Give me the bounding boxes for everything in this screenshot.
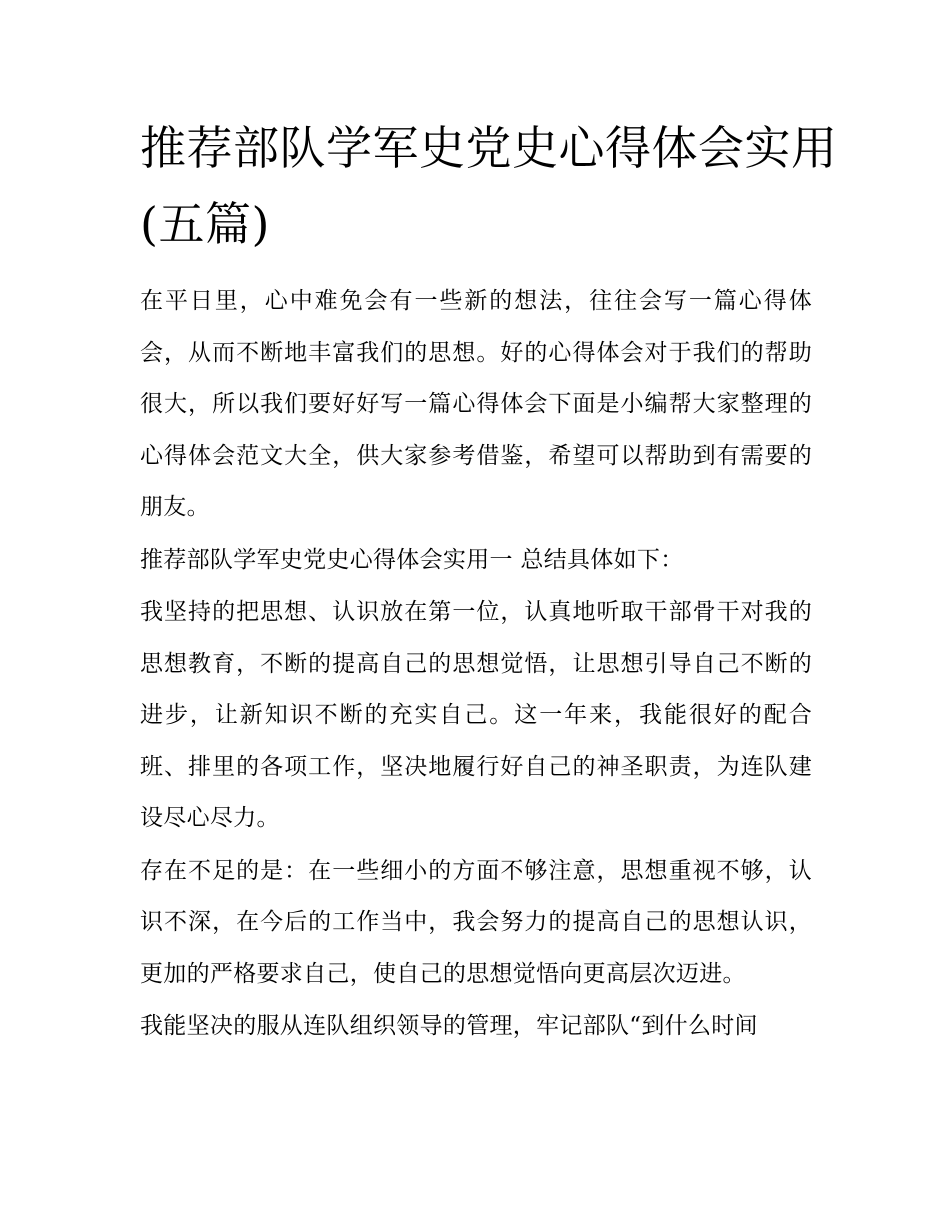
document-body	[140, 276, 812, 1054]
paragraph-intro: 在平日里，心中难免会有一些新的想法，往往会写一篇心得体会，从而不断地丰富我们的思想。好的心得体会对于我们的帮助很大，所以我们要好好写一篇心得体会下面是小编帮大家整理的心得体会范文大全，供大家参考借鉴，希望可以帮助到有需要的朋友。	[140, 288, 812, 520]
paragraph-thought: 我坚持的把思想、认识放在第一位，认真地听取干部骨干对我的思想教育，不断的提高自己的思想觉悟，让思想引导自己不断的进步，让新知识不断的充实自己。这一年来，我能很好的配合班、排里的各项工作，坚决地履行好自己的神圣职责，为连队建设尽心尽力。	[140, 599, 812, 831]
paragraph-section-heading: 推荐部队学军史党史心得体会实用一 总结具体如下：	[140, 546, 684, 573]
paragraph-discipline: 我能坚决的服从连队组织领导的管理，牢记部队“到什么时间	[140, 1013, 758, 1039]
document-title: 推荐部队学军史党史心得体会实用(五篇)	[140, 121, 838, 251]
paragraph-shortcomings: 存在不足的是：在一些细小的方面不够注意，思想重视不够，认识不深，在今后的工作当中，我会努力的提高自己的思想认识，更加的严格要求自己，使自己的思想觉悟向更高层次迈进。	[140, 857, 812, 987]
